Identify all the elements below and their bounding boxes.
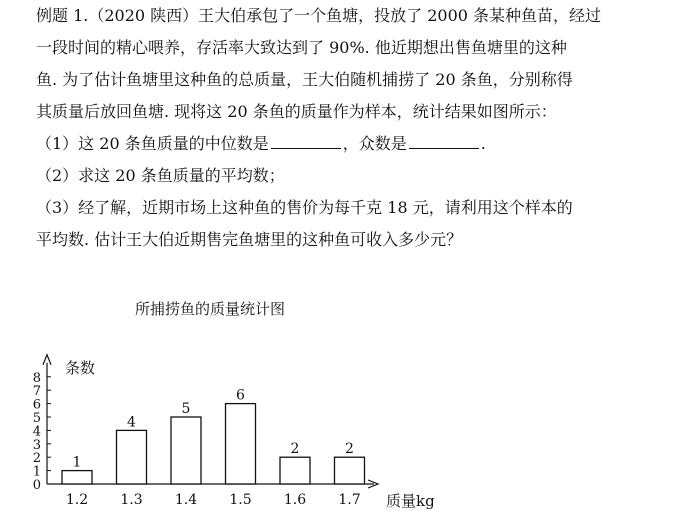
question-1-prefix: （1）这 20 条鱼质量的中位数是	[36, 134, 269, 153]
x-tick-label: 1.5	[229, 492, 252, 508]
fish-weight-chart	[0, 296, 460, 513]
question-1-middle: ，众数是	[342, 134, 407, 153]
problem-line-1: 例题 1.（2020 陕西）王大伯承包了一个鱼塘，投放了 2000 条某种鱼苗，经过	[36, 6, 602, 25]
x-tick-label: 1.6	[283, 492, 307, 508]
y-tick-label: 5	[32, 411, 41, 426]
question-2: （2）求这 20 条鱼质量的平均数；	[36, 166, 285, 185]
question-3-line-1: （3）经了解，近期市场上这种鱼的售价为每千克 18 元，请利用这个样本的	[36, 198, 573, 217]
bar-value-label: 4	[127, 414, 136, 431]
x-tick-label: 1.4	[174, 492, 198, 508]
x-tick-label: 1.7	[338, 492, 361, 508]
y-tick-label: 7	[32, 384, 41, 400]
y-tick-label: 0	[32, 478, 41, 493]
y-tick-label: 1	[32, 464, 41, 480]
bar	[62, 471, 92, 484]
x-tick-label: 1.2	[65, 492, 89, 508]
question-3-line-2: 平均数. 估计王大伯近期售完鱼塘里的这种鱼可收入多少元？	[36, 230, 463, 249]
bar	[226, 404, 256, 484]
problem-text	[6, 0, 690, 256]
bar-value-label: 5	[181, 401, 191, 417]
chart-title: 所捕捞鱼的质量统计图	[135, 300, 286, 318]
mode-answer-blank[interactable]	[409, 132, 479, 149]
bar	[335, 457, 365, 484]
bar	[117, 430, 147, 484]
y-tick-label: 4	[32, 424, 41, 440]
problem-line-4: 其质量后放回鱼塘. 现将这 20 条鱼的质量作为样本，统计结果如图所示：	[36, 102, 557, 121]
bar-value-label: 1	[72, 454, 82, 471]
problem-line-3: 鱼. 为了估计鱼塘里这种鱼的总质量，王大伯随机捕捞了 20 条鱼，分别称得	[36, 70, 573, 89]
problem-line-2: 一段时间的精心喂养，存活率大致达到了 90%. 他近期想出售鱼塘里的这种	[36, 38, 567, 57]
bar-chart-svg	[0, 296, 460, 513]
bar-value-label: 2	[345, 441, 354, 458]
question-1-suffix: .	[480, 134, 486, 153]
y-tick-label: 2	[32, 451, 41, 467]
bar	[280, 457, 310, 484]
bar-value-label: 2	[290, 441, 300, 458]
bar-value-label: 6	[236, 387, 245, 404]
question-1	[6, 128, 690, 160]
y-tick-label: 6	[32, 397, 41, 413]
x-tick-label: 1.3	[120, 492, 143, 508]
y-tick-label: 8	[32, 370, 41, 386]
y-axis-label: 条数	[65, 358, 96, 377]
median-answer-blank[interactable]	[271, 132, 341, 149]
x-axis-label: 质量kg	[386, 492, 435, 510]
y-tick-label: 3	[32, 437, 41, 453]
bar	[171, 417, 201, 484]
